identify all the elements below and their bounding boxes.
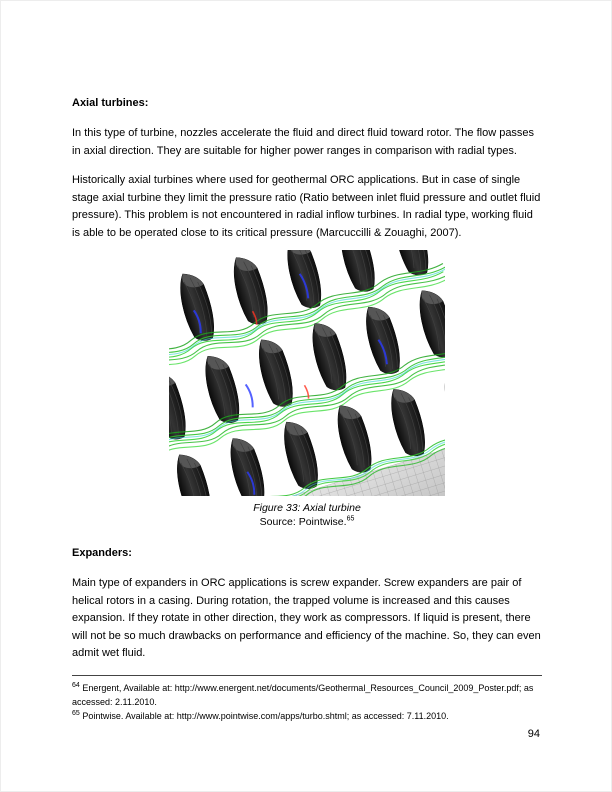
footnote-64-text: Energent, Available at: http://www.energent.net/documents/Geothermal_Resources_Council_2009_Poster.pdf; as accessed: 2.11.2010.: [72, 683, 534, 707]
paragraph-expanders: Main type of expanders in ORC applications is screw expander. Screw expanders are pair of helical rotors in a casing. During rotation, the trapped volume is increased and this causes expansion. If they rotate in other direction, they work as compressors. If liquid is present, there will not be so much drawbacks on performance and efficiency of the machine. So, they can even admit wet fluid.: [72, 577, 541, 659]
page-number: 94: [527, 728, 540, 740]
footnote-separator: [72, 675, 542, 676]
footnote-64-marker: 64: [72, 682, 80, 689]
footnote-65-marker: 65: [72, 710, 80, 717]
heading-axial-turbines: Axial turbines:: [72, 97, 149, 109]
figure-source-text: Source: Pointwise.: [259, 516, 347, 528]
paragraph-axial-intro: In this type of turbine, nozzles accelerate the fluid and direct fluid toward rotor. The flow passes in axial direction. They are suitable for higher power ranges in comparison with radial types.: [72, 127, 535, 157]
figure-caption-title: Figure 33: Axial turbine: [253, 502, 361, 514]
page-content: [72, 1, 542, 663]
footnote-65: [72, 709, 542, 723]
footnotes-section: [72, 675, 542, 723]
figure-source-footnote-marker: 65: [346, 515, 355, 523]
figure-caption-block: [72, 501, 542, 529]
axial-turbine-cfd-image: [169, 250, 445, 496]
footnote-64: [72, 681, 542, 709]
heading-expanders: Expanders:: [72, 547, 132, 559]
footnote-65-text: Pointwise. Available at: http://www.pointwise.com/apps/turbo.shtml; as accessed: 7.11.2010.: [82, 711, 449, 721]
paragraph-axial-history: Historically axial turbines where used for geothermal ORC applications. But in case of single stage axial turbine they limit the pressure ratio (Ratio between inlet fluid pressure and outlet fluid pressure). This problem is not encountered in radial inflow turbines. In radial type, working fluid is able to be operated close to its critical pressure (Marcuccilli & Zouaghi, 2007).: [72, 174, 541, 239]
figure-33: [72, 250, 542, 529]
figure-caption-source: [72, 515, 542, 529]
